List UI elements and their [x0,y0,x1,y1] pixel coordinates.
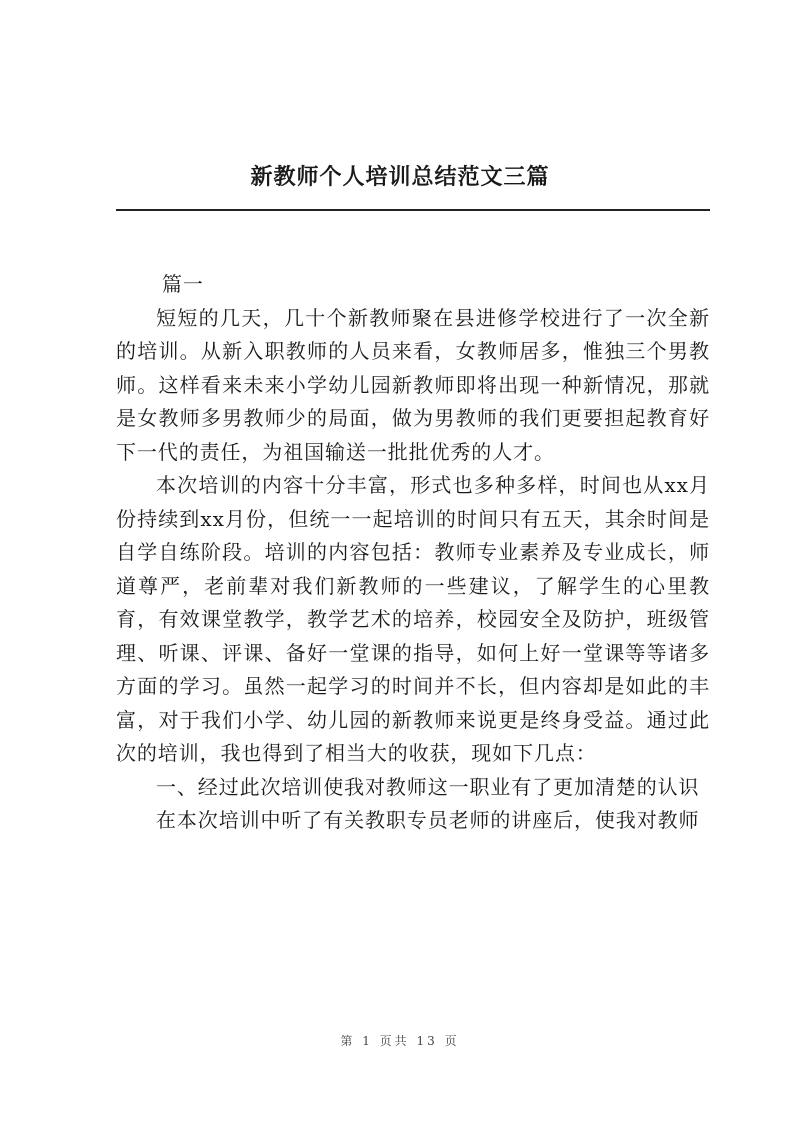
paragraph: 短短的几天，几十个新教师聚在县进修学校进行了一次全新的培训。从新入职教师的人员来看，女教师居多，惟独三个男教师。这样看来未来小学幼儿园新教师即将出现一种新情况，那就是女教师多男教师少的局面，做为男教师的我们更要担起教育好下一代的责任，为祖国输送一批批优秀的人才。 [116,305,710,464]
paragraph: 一、经过此次培训使我对教师这一职业有了更加清楚的认识 [156,774,700,799]
title-divider [116,209,710,211]
section-label: 篇一 [162,272,204,296]
paragraph: 本次培训的内容十分丰富，形式也多种多样，时间也从xx月份持续到xx月份，但统一一起培训的时间只有五天，其余时间是自学自练阶段。培训的内容包括：教师专业素养及专业成长，师道尊严，老前辈对我们新教师的一些建议，了解学生的心里教育，有效课堂教学，教学艺术的培养，校园安全及防护，班级管理、听课、评课、备好一堂课的指导，如何上好一堂课等等诸多方面的学习。虽然一起学习的时间并不长，但内容却是如此的丰富，对于我们小学、幼儿园的新教师来说更是终身受益。通过此次的培训，我也得到了相当大的收获，现如下几点： [116,473,710,765]
page-footer: 第 1 页共 13 页 [340,1034,460,1048]
page-title: 新教师个人培训总结范文三篇 [250,164,550,190]
paragraph: 在本次培训中听了有关教职专员老师的讲座后，使我对教师 [156,808,700,832]
document-body [116,268,710,838]
